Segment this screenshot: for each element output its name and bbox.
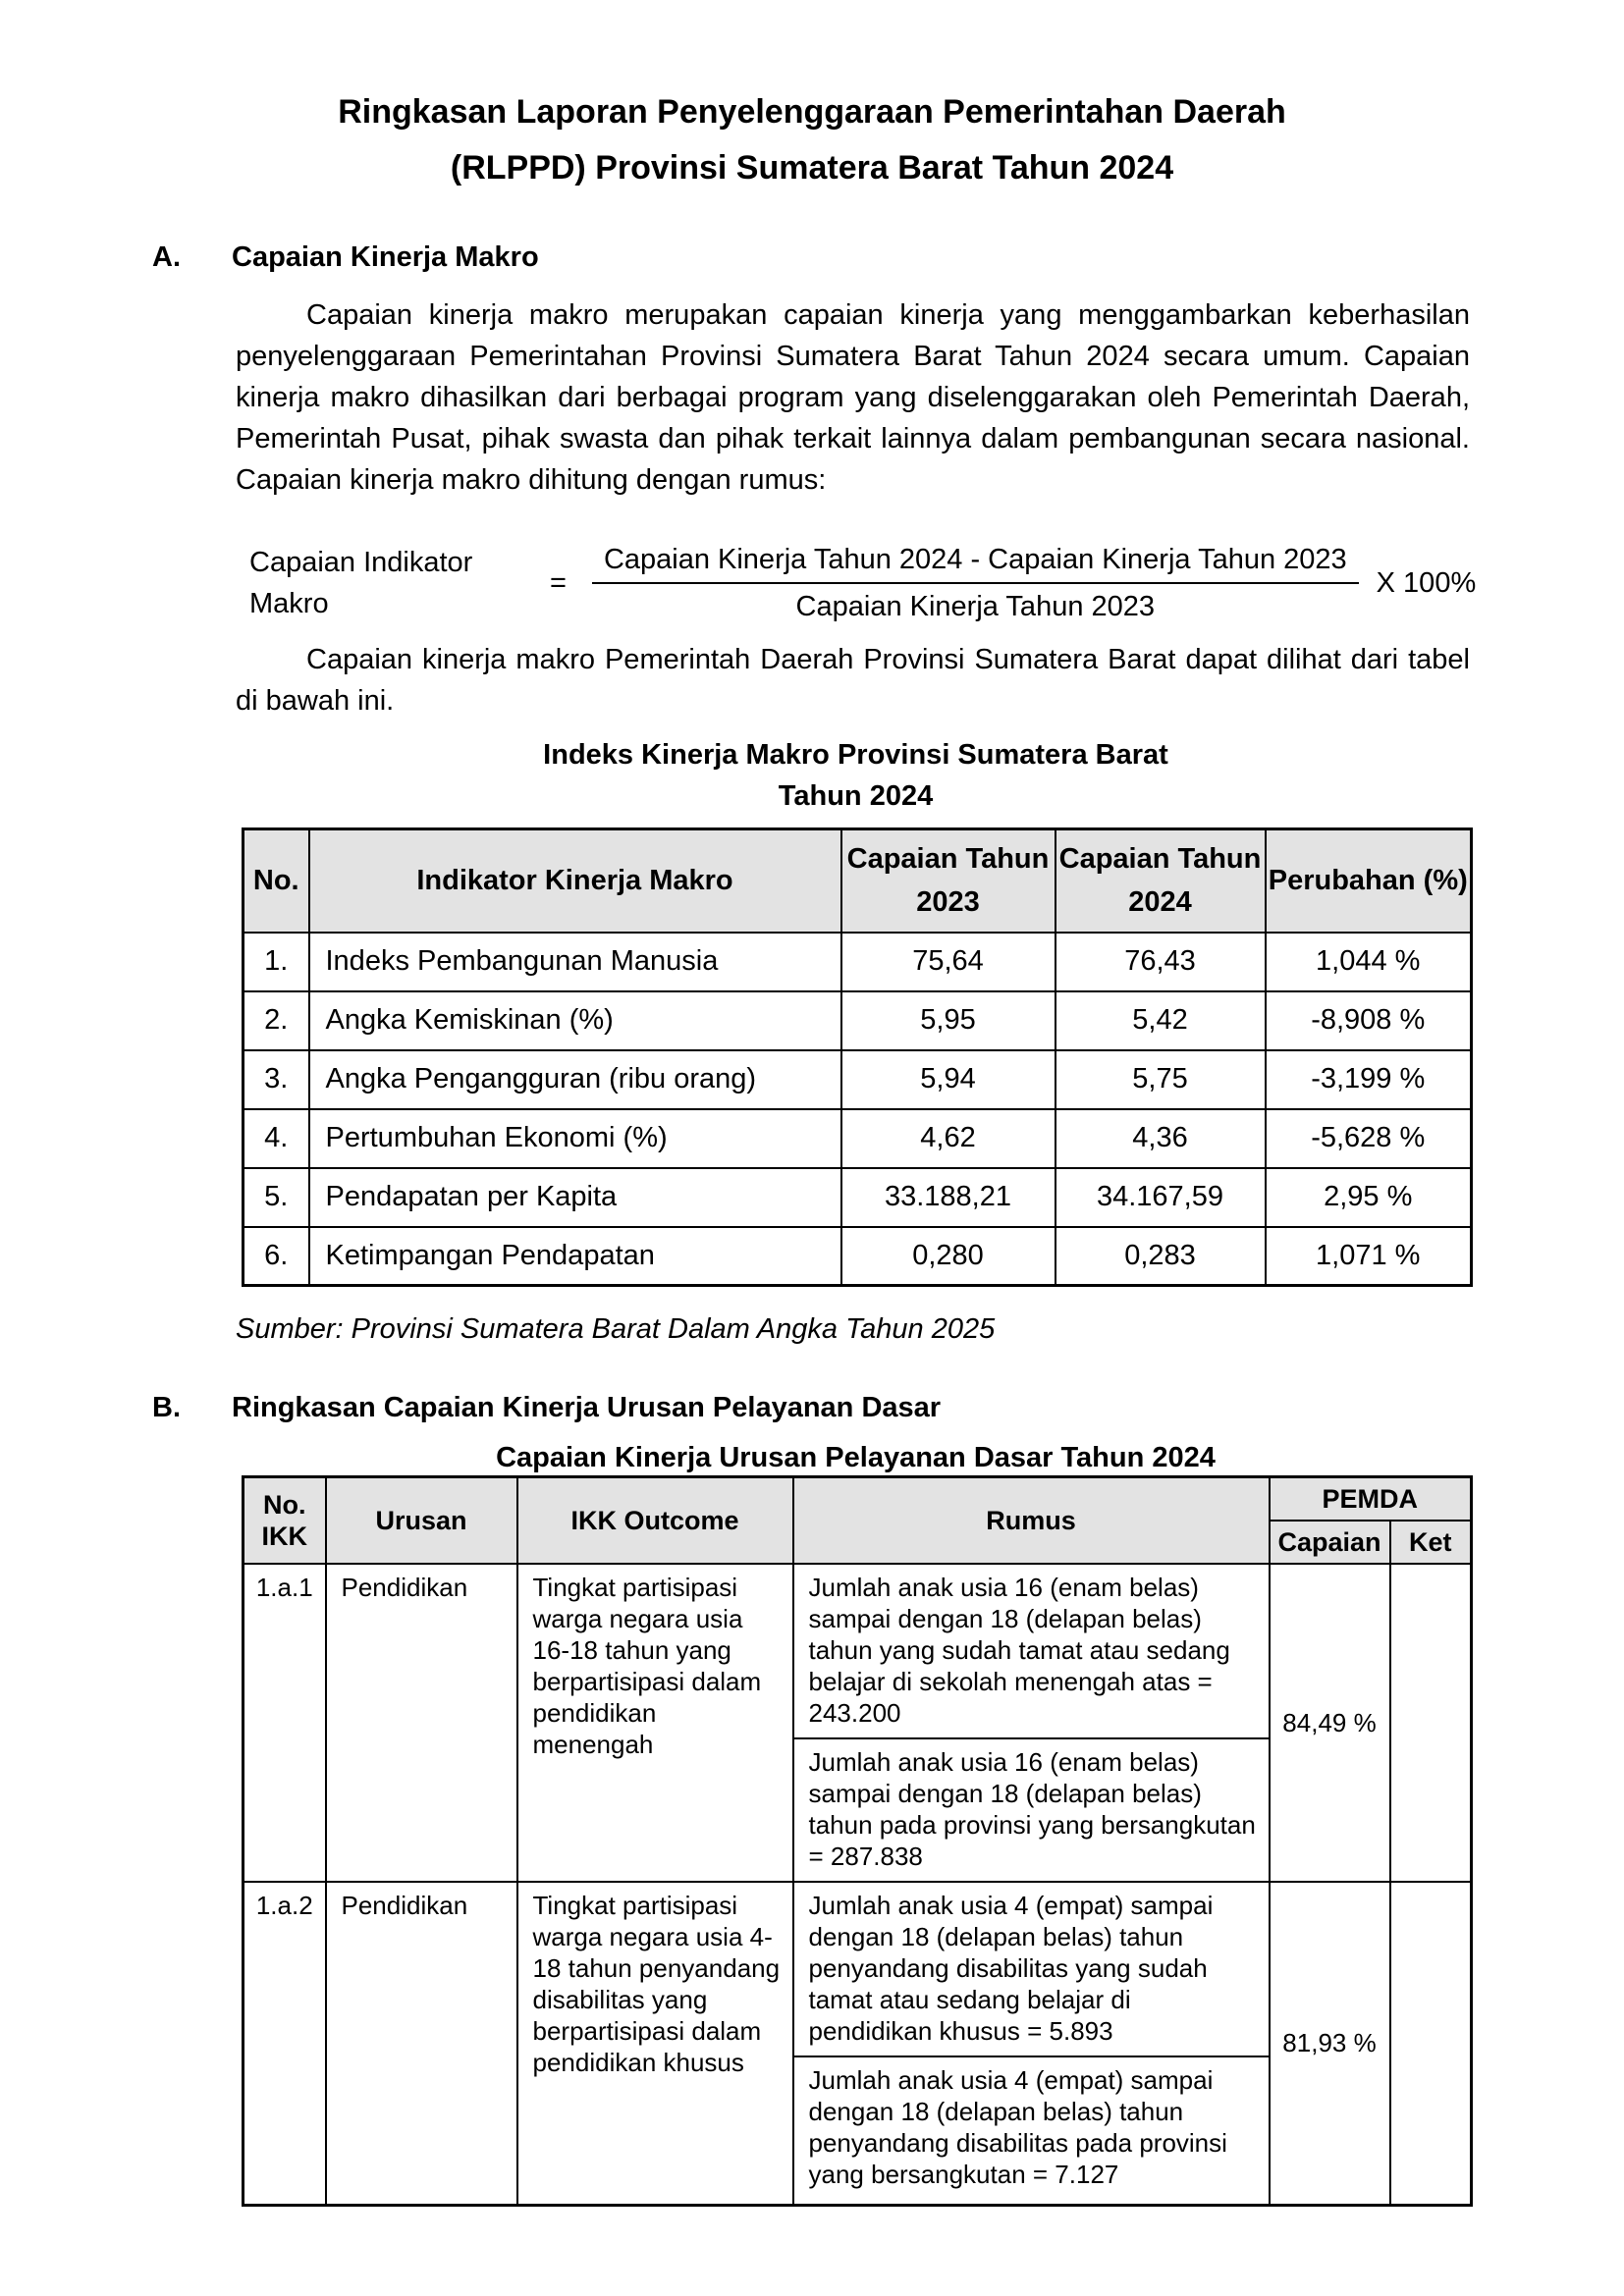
- table-row: [244, 1882, 1472, 2206]
- ikk-number: 1.a.2: [244, 1882, 326, 2206]
- table2-header-urusan: Urusan: [326, 1477, 517, 1564]
- capaian-value: 84,49 %: [1270, 1564, 1390, 1882]
- row-number: 1.: [244, 933, 309, 991]
- source-note: Sumber: Provinsi Sumatera Barat Dalam Angka Tahun 2025: [236, 1313, 996, 1345]
- value-2024: 5,42: [1056, 991, 1266, 1050]
- table2-header-pemda: PEMDA: [1270, 1477, 1472, 1521]
- rumus-numerator: Jumlah anak usia 4 (empat) sampai dengan 18 (delapan belas) tahun penyandang disabilitas yang sudah tamat atau sedang belajar di pendidikan khusus = 5.893: [794, 1883, 1269, 2057]
- table-row: [244, 1050, 1472, 1109]
- indicator-name: Angka Pengangguran (ribu orang): [309, 1050, 841, 1109]
- section-b-label: B.: [152, 1392, 181, 1423]
- table-row: [244, 1564, 1472, 1882]
- indicator-name: Pertumbuhan Ekonomi (%): [309, 1109, 841, 1168]
- value-2024: 76,43: [1056, 933, 1266, 991]
- table1-header-change: Perubahan (%): [1266, 829, 1472, 933]
- value-2024: 5,75: [1056, 1050, 1266, 1109]
- row-number: 6.: [244, 1227, 309, 1286]
- rumus-numerator: Jumlah anak usia 16 (enam belas) sampai dengan 18 (delapan belas) tahun yang sudah tamat atau sedang belajar di sekolah menengah atas = 243.200: [794, 1565, 1269, 1739]
- value-2023: 0,280: [841, 1227, 1056, 1286]
- section-a-paragraph-2: Capaian kinerja makro Pemerintah Daerah Provinsi Sumatera Barat dapat dilihat dari tabel di bawah ini.: [236, 644, 1470, 717]
- table1-header-no: No.: [244, 829, 309, 933]
- row-number: 4.: [244, 1109, 309, 1168]
- macro-performance-table: [242, 828, 1473, 1287]
- change-percent: 2,95 %: [1266, 1168, 1472, 1227]
- table1-header-row: [244, 829, 1472, 933]
- value-2024: 34.167,59: [1056, 1168, 1266, 1227]
- formula-fraction: [592, 540, 1359, 626]
- table2-header-ikk-outcome: IKK Outcome: [517, 1477, 793, 1564]
- row-number: 2.: [244, 991, 309, 1050]
- value-2023: 4,62: [841, 1109, 1056, 1168]
- value-2024: 4,36: [1056, 1109, 1266, 1168]
- section-a-label: A.: [152, 241, 181, 273]
- change-percent: -8,908 %: [1266, 991, 1472, 1050]
- table1-title-line2: Tahun 2024: [778, 780, 934, 812]
- table1-title-line1: Indeks Kinerja Makro Provinsi Sumatera Barat: [543, 739, 1168, 771]
- rumus-cell: [793, 1564, 1270, 1882]
- formula-equals-sign: =: [550, 566, 567, 599]
- row-number: 3.: [244, 1050, 309, 1109]
- indicator-name: Pendapatan per Kapita: [309, 1168, 841, 1227]
- table-row: [244, 1168, 1472, 1227]
- indicator-name: Indeks Pembangunan Manusia: [309, 933, 841, 991]
- value-2023: 33.188,21: [841, 1168, 1056, 1227]
- section-a-paragraph-1: Capaian kinerja makro merupakan capaian kinerja yang menggambarkan keberhasilan penyelenggaraan Pemerintahan Provinsi Sumatera Barat Tahun 2024 secara umum. Capaian kinerja makro dihasilkan dari berbagai program yang diselenggarakan oleh Pemerintah Daerah, Pemerintah Pusat, pihak swasta dan pihak terkait lainnya dalam pembangunan secara nasional. Capaian kinerja makro dihitung dengan rumus:: [236, 299, 1470, 496]
- page-title-line1: Ringkasan Laporan Penyelenggaraan Pemerintahan Daerah: [338, 93, 1286, 131]
- value-2023: 5,95: [841, 991, 1056, 1050]
- table2-header-capaian: Capaian: [1270, 1521, 1390, 1564]
- formula-multiplier: X 100%: [1376, 566, 1477, 599]
- value-2023: 5,94: [841, 1050, 1056, 1109]
- rumus-cell: [793, 1882, 1270, 2206]
- section-b-heading: [152, 1392, 1470, 1424]
- formula-lhs: [249, 542, 495, 624]
- change-percent: -3,199 %: [1266, 1050, 1472, 1109]
- table1-header-2024: Capaian Tahun 2024: [1056, 829, 1266, 933]
- ket-value: [1390, 1882, 1472, 2206]
- table-row: [244, 991, 1472, 1050]
- table-row: [244, 933, 1472, 991]
- table1-header-2023: Capaian Tahun 2023: [841, 829, 1056, 933]
- ikk-outcome-text: Tingkat partisipasi warga negara usia 16-18 tahun yang berpartisipasi dalam pendidikan menengah: [517, 1564, 793, 1882]
- capaian-value: 81,93 %: [1270, 1882, 1390, 2206]
- row-number: 5.: [244, 1168, 309, 1227]
- ket-value: [1390, 1564, 1472, 1882]
- basic-services-performance-table: [242, 1475, 1473, 2207]
- change-percent: 1,071 %: [1266, 1227, 1472, 1286]
- indicator-name: Angka Kemiskinan (%): [309, 991, 841, 1050]
- table2-title: Capaian Kinerja Urusan Pelayanan Dasar Tahun 2024: [496, 1442, 1216, 1473]
- urusan-name: Pendidikan: [326, 1564, 517, 1882]
- value-2024: 0,283: [1056, 1227, 1266, 1286]
- page-title-line2: (RLPPD) Provinsi Sumatera Barat Tahun 2024: [450, 149, 1174, 187]
- table-row: [244, 1109, 1472, 1168]
- formula-denominator: Capaian Kinerja Tahun 2023: [795, 591, 1156, 622]
- ikk-number: 1.a.1: [244, 1564, 326, 1882]
- change-percent: -5,628 %: [1266, 1109, 1472, 1168]
- urusan-name: Pendidikan: [326, 1882, 517, 2206]
- rumus-denominator: Jumlah anak usia 4 (empat) sampai dengan 18 (delapan belas) tahun penyandang disabilitas pada provinsi yang bersangkutan = 7.127: [808, 2064, 1227, 2189]
- table2-header-no-ikk: No. IKK: [244, 1477, 326, 1564]
- section-a-title: Capaian Kinerja Makro: [232, 241, 539, 273]
- table-row: [244, 1227, 1472, 1286]
- rumus-denominator: Jumlah anak usia 16 (enam belas) sampai dengan 18 (delapan belas) tahun pada provinsi yang bersangkutan = 287.838: [808, 1746, 1256, 1871]
- section-a-heading: [152, 241, 1470, 274]
- macro-indicator-formula: [249, 540, 1476, 626]
- ikk-outcome-text: Tingkat partisipasi warga negara usia 4-18 tahun penyandang disabilitas yang berpartisipasi dalam pendidikan khusus: [517, 1882, 793, 2206]
- section-b-title: Ringkasan Capaian Kinerja Urusan Pelayanan Dasar: [232, 1392, 942, 1423]
- table2-header-rumus: Rumus: [793, 1477, 1270, 1564]
- page-title: [0, 84, 1624, 196]
- table1-header-indicator: Indikator Kinerja Makro: [309, 829, 841, 933]
- formula-lhs-line2: Makro: [249, 588, 329, 619]
- table1-title: [242, 734, 1470, 817]
- formula-numerator: Capaian Kinerja Tahun 2024 - Capaian Kinerja Tahun 2023: [592, 540, 1359, 584]
- table2-header-ket: Ket: [1390, 1521, 1472, 1564]
- value-2023: 75,64: [841, 933, 1056, 991]
- indicator-name: Ketimpangan Pendapatan: [309, 1227, 841, 1286]
- formula-lhs-line1: Capaian Indikator: [249, 547, 473, 578]
- table2-header-row-1: [244, 1477, 1472, 1521]
- change-percent: 1,044 %: [1266, 933, 1472, 991]
